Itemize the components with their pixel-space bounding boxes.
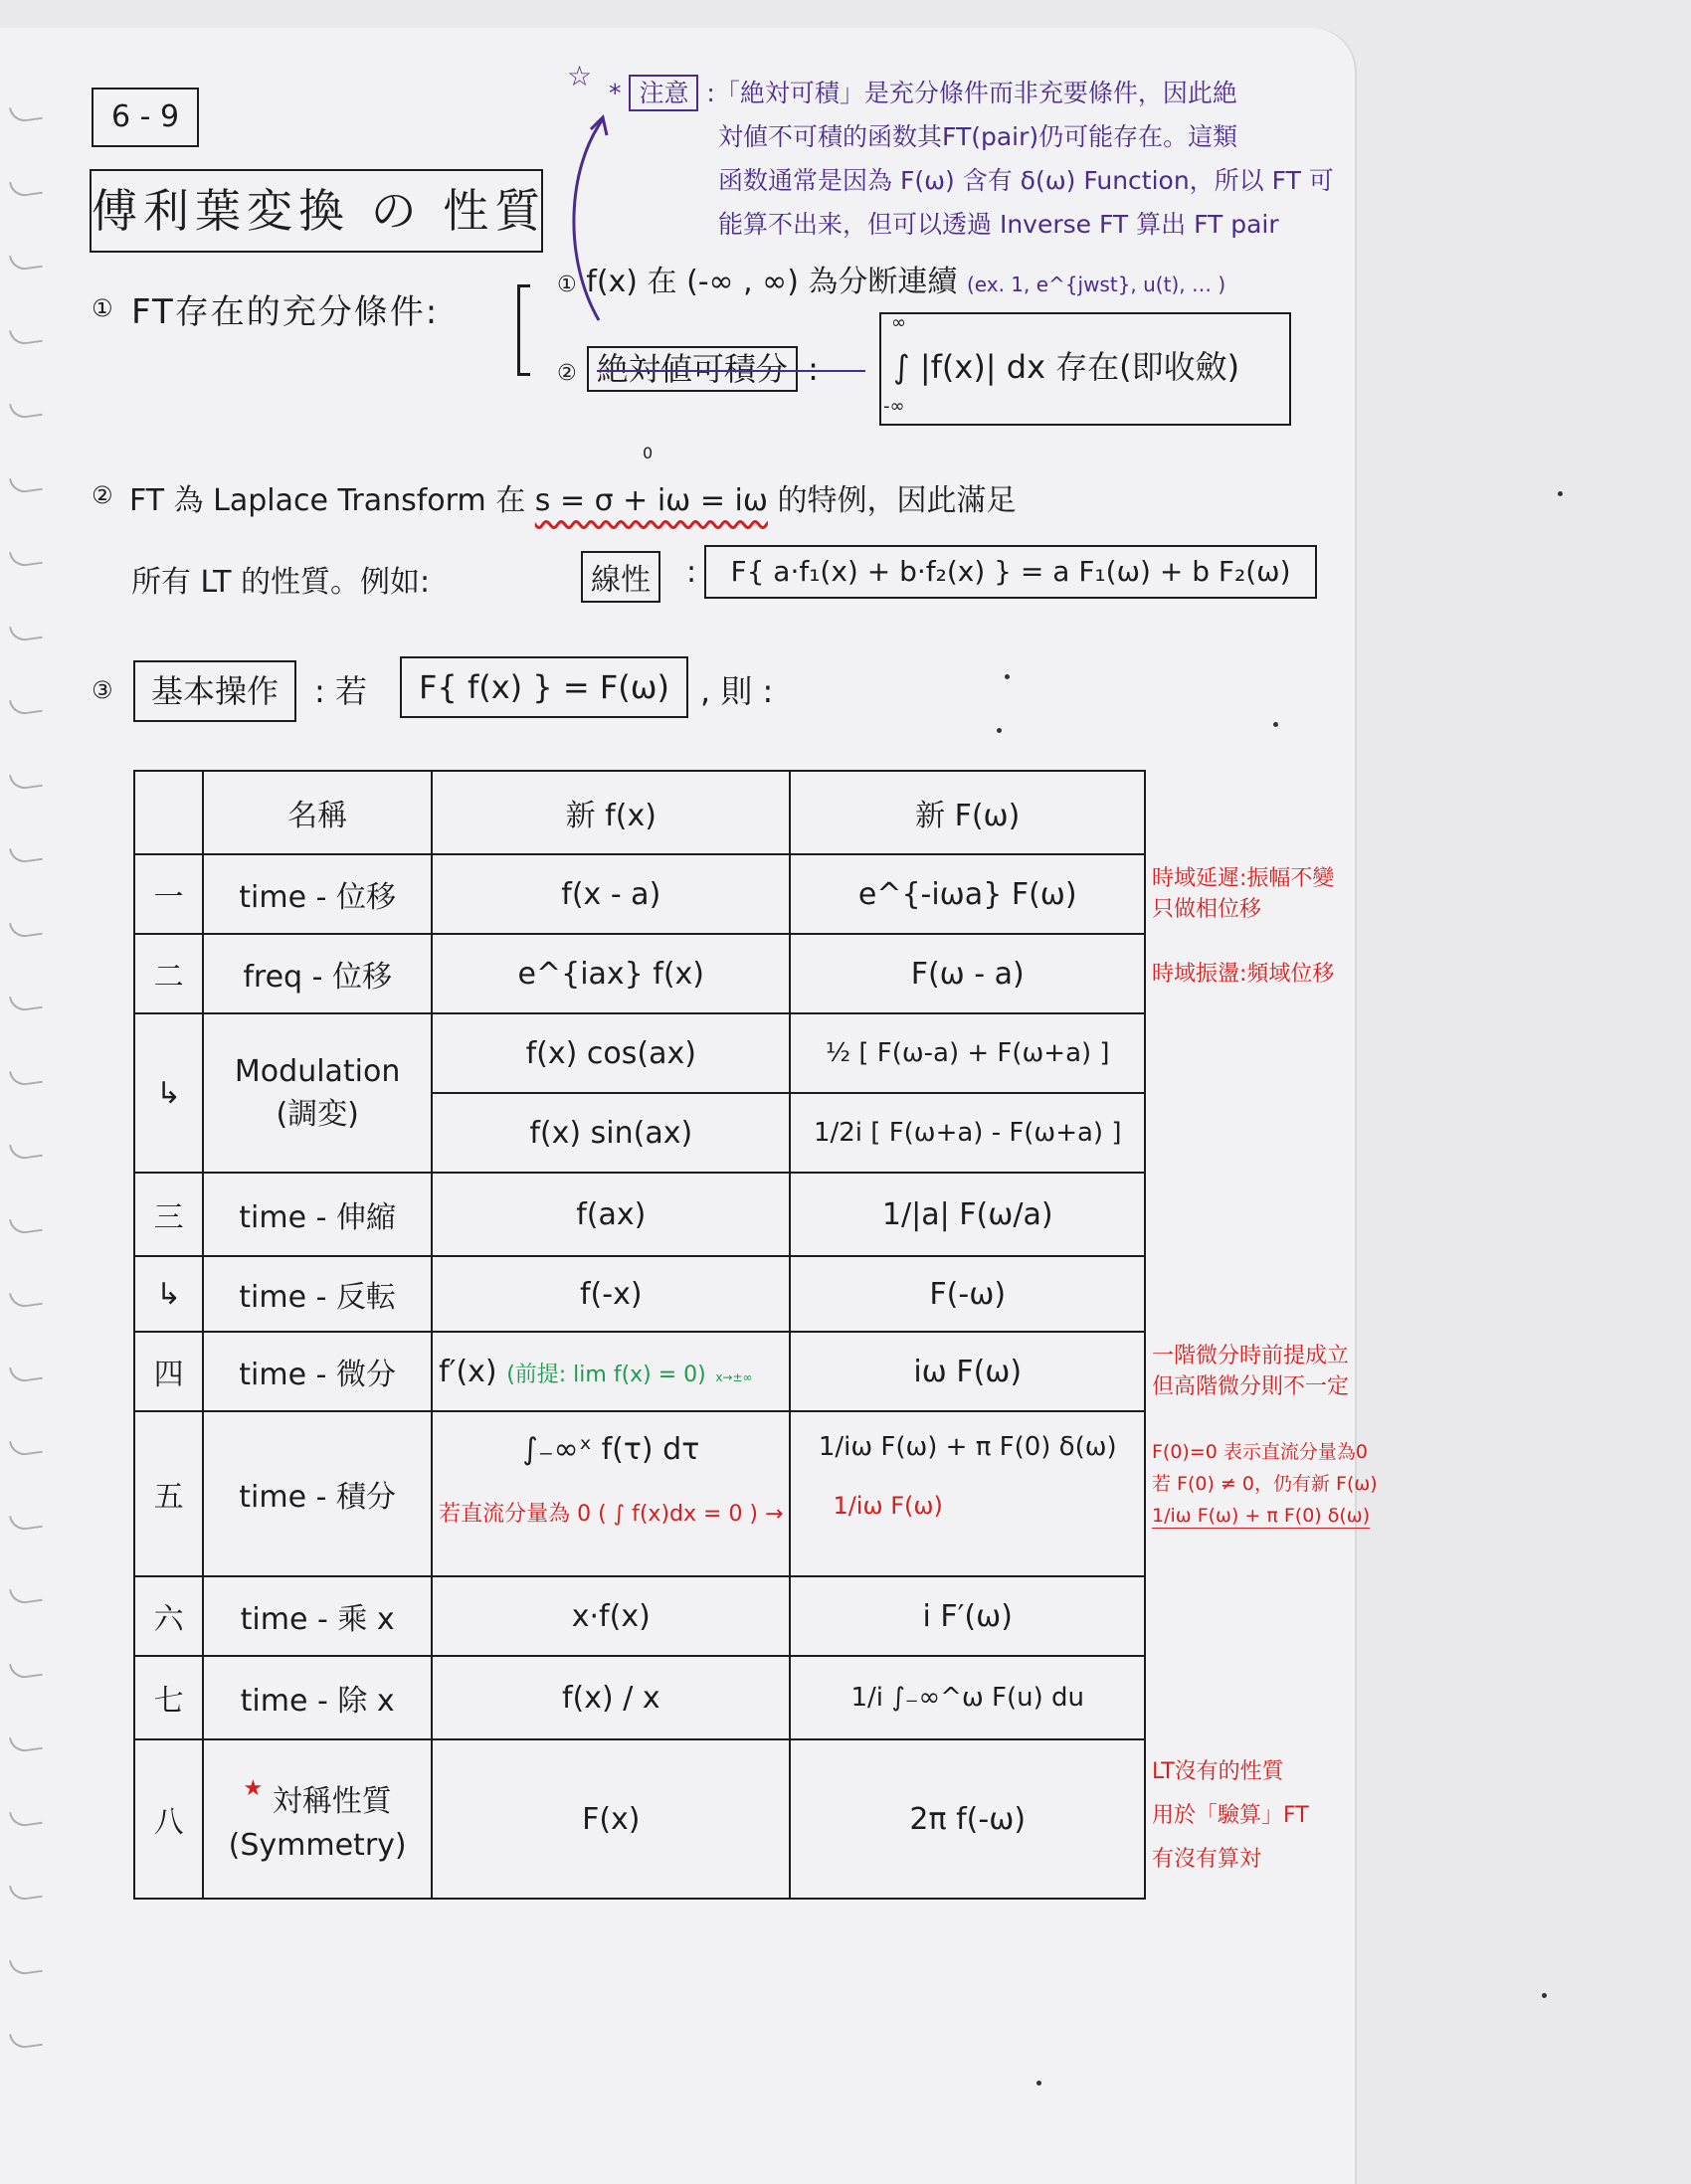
row-name: freq - 位移 [203,934,432,1013]
row-fx: f(x) cos(ax) [432,1013,790,1093]
table-row [134,854,1145,934]
section3-marker: ③ [92,676,113,704]
symmetry-name: 対稱性質 [272,1783,392,1819]
side-note-time-shift [1152,863,1334,925]
row-Fw: F(-ω) [790,1256,1145,1332]
row-name [203,1013,432,1173]
condition1-examples: (ex. 1, e^{jwst}, u(t), … ) [966,273,1226,296]
condition2-marker: ② [557,361,577,386]
ink-dot [1558,491,1563,496]
row-Fw: 2π f(-ω) [790,1739,1145,1899]
page-number-tag: 6 - 9 [92,88,199,147]
row-name [203,1739,432,1899]
condition2-label: 絶対値可積分 [587,346,798,392]
condition2-formula: ∫ |f(x)| dx 存在(即收斂) [893,348,1240,386]
sigma-zero-label: 0 [643,444,654,462]
note-label: 注意 [629,75,698,111]
row-fx: f(x) / x [432,1656,790,1739]
row-Fw: 1/|a| F(ω/a) [790,1173,1145,1256]
note-line-1: :「絶対可積」是充分條件而非充要條件，因此絶 [706,79,1237,107]
note-line-3: 函数通常是因為 F(ω) 含有 δ(ω) Function，所以 FT 可 [718,166,1334,195]
header-new-fx: 新 f(x) [432,771,790,854]
side-note-line: 1/iω F(ω) + π F(0) δ(ω) [1152,1505,1371,1527]
row-fx: f(x - a) [432,854,790,934]
modulation-name: Modulation [234,1053,401,1089]
note-block [609,72,1334,247]
table-row [134,1576,1145,1656]
integral-upper-limit: ∞ [891,312,906,333]
side-note-line: LT沒有的性質 [1152,1759,1284,1784]
condition2-colon: : [808,350,819,388]
row-index: 五 [134,1411,203,1576]
row-fx: e^{iax} f(x) [432,934,790,1013]
row-index: 四 [134,1332,203,1411]
star-icon: ☆ [567,60,593,92]
row-name: time - 除 x [203,1656,432,1739]
row-Fw: e^{-iωa} F(ω) [790,854,1145,934]
row-name: time - 微分 [203,1332,432,1411]
row-index: 六 [134,1576,203,1656]
side-note-line: 有沒有算対 [1152,1847,1262,1872]
row-fx: x·f(x) [432,1576,790,1656]
row-index: 八 [134,1739,203,1899]
row-fx [432,1411,790,1576]
section2-line1 [129,475,1017,519]
page-title: 傅利葉変換 の 性質 [90,169,543,253]
row-name: time - 伸縮 [203,1173,432,1256]
side-note-line: 只做相位移 [1152,897,1262,922]
table-row [134,1332,1145,1411]
row-index: 一 [134,854,203,934]
ft-properties-table [133,770,1146,1900]
header-new-Fw: 新 F(ω) [790,771,1145,854]
purple-underline [597,366,895,376]
modulation-name-cn: (調変) [276,1096,359,1132]
row-name: time - 乘 x [203,1576,432,1656]
derivative-premise-limit: x→±∞ [715,1369,753,1384]
side-note-symmetry [1152,1750,1309,1882]
table-row [134,1739,1145,1899]
side-note-line: 一階微分時前提成立 [1152,1344,1350,1368]
basic-ops-label: 基本操作 [133,660,296,722]
derivative-fx: f′(x) [439,1354,497,1389]
section2-line2: 所有 LT 的性質。例如: [131,565,431,600]
side-note-line: 時域振盪:頻域位移 [1152,962,1335,987]
derivative-premise: (前提: lim f(x) = 0) [506,1362,706,1387]
condition1 [557,257,1225,300]
table-header-row [134,771,1145,854]
side-note-line: 時域延遲:振幅不變 [1152,866,1335,891]
ft-pair-definition: F{ f(x) } = F(ω) [400,656,688,718]
row-index: 三 [134,1173,203,1256]
row-Fw: 1/2i [ F(ω+a) - F(ω+a) ] [790,1093,1145,1173]
table-row [134,1256,1145,1332]
ink-dot [1005,674,1010,679]
integral-Fw: 1/iω F(ω) + π F(0) δ(ω) [818,1432,1117,1462]
condition1-text: f(x) 在 (-∞ , ∞) 為分断連續 [586,265,958,299]
header-index [134,771,203,854]
row-fx: F(x) [432,1739,790,1899]
row-Fw: iω F(ω) [790,1332,1145,1411]
laplace-substitution: s = σ + iω = iω [534,483,768,518]
ink-dot [1542,1993,1547,1998]
row-Fw: ½ [ F(ω-a) + F(ω+a) ] [790,1013,1145,1093]
section1-label: FT存在的充分條件: [131,292,440,332]
row-index: 七 [134,1656,203,1739]
condition1-marker: ① [557,273,577,297]
table-row [134,1173,1145,1256]
row-fx: f(x) sin(ax) [432,1093,790,1173]
row-fx: f(-x) [432,1256,790,1332]
ink-dot [997,728,1002,733]
side-note-line: 用於「驗算」FT [1152,1803,1309,1828]
section2-marker: ② [92,481,113,509]
table-row [134,1656,1145,1739]
integral-lower-limit: -∞ [883,396,905,417]
row-fx [432,1332,790,1411]
row-index: ↳ [134,1256,203,1332]
side-note-line: 但高階微分則不一定 [1152,1374,1350,1399]
header-name: 名稱 [203,771,432,854]
table-row [134,1411,1145,1576]
row-index: ↳ [134,1013,203,1173]
note-line-4: 能算不出来，但可以透過 Inverse FT 算出 FT pair [718,210,1279,239]
row-name: time - 積分 [203,1411,432,1576]
section2-line1-end: 的特例，因此滿足 [777,483,1017,518]
side-note-freq-shift [1152,959,1334,990]
table-row [134,1013,1145,1093]
row-Fw [790,1411,1145,1576]
linear-label: 線性 [581,551,660,603]
section2-line1-start: FT 為 Laplace Transform 在 [129,483,526,518]
row-Fw: 1/i ∫₋∞^ω F(u) du [790,1656,1145,1739]
note-line-2: 対値不可積的函数其FT(pair)仍可能存在。這類 [718,122,1238,151]
section1-marker: ① [92,294,115,322]
side-note-line: F(0)=0 表示直流分量為0 [1152,1441,1368,1463]
row-Fw: i F′(ω) [790,1576,1145,1656]
important-star-icon: ★ [243,1775,264,1801]
linearity-formula: F{ a·f₁(x) + b·f₂(x) } = a F₁(ω) + b F₂(ω) [704,545,1317,599]
dc-zero-note: 若直流分量為 0 ( ∫ f(x)dx = 0 ) → [439,1502,784,1527]
side-note-integral [1152,1436,1378,1532]
row-index: 二 [134,934,203,1013]
row-Fw: F(ω - a) [790,934,1145,1013]
row-name: time - 反転 [203,1256,432,1332]
symmetry-name-en: (Symmetry) [228,1827,407,1863]
ink-dot [1273,722,1278,727]
linear-colon: : [686,555,697,590]
section3-then: , 則 : [700,672,774,710]
section1-bracket [517,284,530,376]
section3-if: : 若 [314,672,367,710]
table-row [134,934,1145,1013]
side-note-derivative [1152,1341,1349,1402]
row-fx: f(ax) [432,1173,790,1256]
side-note-line: 若 F(0) ≠ 0，仍有新 F(ω) [1152,1473,1378,1495]
dc-zero-Fw: 1/iω F(ω) [833,1492,943,1520]
integral-fx: ∫₋∞ˣ f(τ) dτ [522,1432,700,1467]
note-prefix: * [609,79,622,107]
row-name: time - 位移 [203,854,432,934]
ink-dot [1036,2081,1041,2086]
